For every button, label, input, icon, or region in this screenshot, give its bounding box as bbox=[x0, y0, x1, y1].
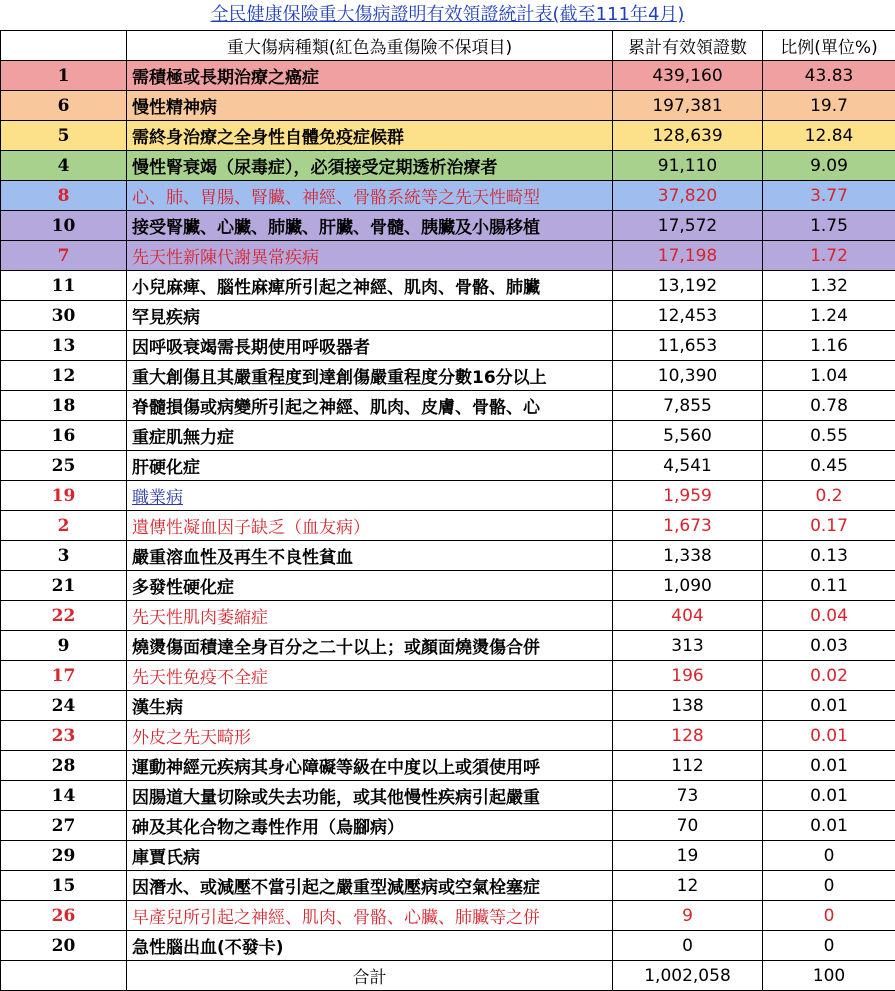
row-ratio[interactable]: 1.32 bbox=[763, 271, 895, 301]
row-category[interactable]: 重大創傷且其嚴重程度到達創傷嚴重程度分數16分以上 bbox=[127, 361, 613, 391]
row-number[interactable]: 12 bbox=[1, 361, 127, 391]
row-count[interactable]: 1,673 bbox=[613, 511, 763, 541]
row-number[interactable]: 20 bbox=[1, 931, 127, 961]
row-number[interactable]: 1 bbox=[1, 61, 127, 91]
row-category[interactable]: 小兒麻痺、腦性麻痺所引起之神經、肌肉、骨骼、肺臟 bbox=[127, 271, 613, 301]
row-category[interactable]: 慢性腎衰竭（尿毒症），必須接受定期透析治療者 bbox=[127, 151, 613, 181]
row-ratio[interactable]: 43.83 bbox=[763, 61, 895, 91]
table-row bbox=[1, 331, 895, 361]
row-ratio[interactable]: 0.78 bbox=[763, 391, 895, 421]
row-number[interactable]: 29 bbox=[1, 841, 127, 871]
header-blank[interactable] bbox=[1, 31, 127, 61]
row-ratio[interactable]: 0 bbox=[763, 901, 895, 931]
table-row bbox=[1, 481, 895, 511]
row-category[interactable]: 庫賈氏病 bbox=[127, 841, 613, 871]
row-count[interactable]: 17,572 bbox=[613, 211, 763, 241]
row-category[interactable]: 運動神經元疾病其身心障礙等級在中度以上或須使用呼 bbox=[127, 751, 613, 781]
header-category[interactable]: 重大傷病種類(紅色為重傷險不保項目) bbox=[127, 31, 613, 61]
table-row bbox=[1, 571, 895, 601]
row-ratio[interactable]: 0.45 bbox=[763, 451, 895, 481]
row-ratio[interactable]: 0.02 bbox=[763, 661, 895, 691]
row-ratio[interactable]: 0.2 bbox=[763, 481, 895, 511]
table-row bbox=[1, 421, 895, 451]
row-category[interactable]: 需積極或長期治療之癌症 bbox=[127, 61, 613, 91]
statistics-table bbox=[0, 30, 895, 991]
table-row bbox=[1, 901, 895, 931]
header-ratio[interactable]: 比例(單位%) bbox=[763, 31, 895, 61]
table-row bbox=[1, 181, 895, 211]
row-category[interactable]: 先天性免疫不全症 bbox=[127, 661, 613, 691]
table-row bbox=[1, 661, 895, 691]
row-count[interactable]: 112 bbox=[613, 751, 763, 781]
table-row bbox=[1, 631, 895, 661]
row-number[interactable]: 21 bbox=[1, 571, 127, 601]
row-category[interactable]: 遺傳性凝血因子缺乏（血友病） bbox=[127, 511, 613, 541]
row-number[interactable]: 25 bbox=[1, 451, 127, 481]
row-number[interactable]: 11 bbox=[1, 271, 127, 301]
total-count[interactable]: 1,002,058 bbox=[613, 961, 763, 991]
table-row bbox=[1, 601, 895, 631]
row-category[interactable]: 砷及其化合物之毒性作用（烏腳病） bbox=[127, 811, 613, 841]
row-number[interactable]: 17 bbox=[1, 661, 127, 691]
total-label[interactable]: 合計 bbox=[127, 961, 613, 991]
table-row bbox=[1, 871, 895, 901]
row-count[interactable]: 313 bbox=[613, 631, 763, 661]
row-category[interactable]: 因潛水、或減壓不當引起之嚴重型減壓病或空氣栓塞症 bbox=[127, 871, 613, 901]
table-row bbox=[1, 451, 895, 481]
row-ratio[interactable]: 0.01 bbox=[763, 721, 895, 751]
row-count[interactable]: 13,192 bbox=[613, 271, 763, 301]
row-category-link[interactable]: 職業病 bbox=[132, 488, 183, 508]
row-category[interactable]: 燒燙傷面積達全身百分之二十以上；或顏面燒燙傷合併 bbox=[127, 631, 613, 661]
row-count[interactable]: 0 bbox=[613, 931, 763, 961]
table-row bbox=[1, 841, 895, 871]
row-number[interactable]: 22 bbox=[1, 601, 127, 631]
row-ratio[interactable]: 0.01 bbox=[763, 811, 895, 841]
row-count[interactable]: 4,541 bbox=[613, 451, 763, 481]
row-category[interactable]: 慢性精神病 bbox=[127, 91, 613, 121]
row-ratio[interactable]: 0.17 bbox=[763, 511, 895, 541]
table-body bbox=[1, 61, 895, 961]
total-blank[interactable] bbox=[1, 961, 127, 991]
row-count[interactable]: 5,560 bbox=[613, 421, 763, 451]
row-ratio[interactable]: 1.72 bbox=[763, 241, 895, 271]
row-ratio[interactable]: 0.13 bbox=[763, 541, 895, 571]
row-count[interactable]: 12,453 bbox=[613, 301, 763, 331]
row-category[interactable]: 先天性肌肉萎縮症 bbox=[127, 601, 613, 631]
row-count[interactable]: 404 bbox=[613, 601, 763, 631]
row-ratio[interactable]: 12.84 bbox=[763, 121, 895, 151]
table-row bbox=[1, 721, 895, 751]
row-count[interactable]: 128,639 bbox=[613, 121, 763, 151]
row-number[interactable]: 16 bbox=[1, 421, 127, 451]
row-count[interactable]: 12 bbox=[613, 871, 763, 901]
row-count[interactable]: 128 bbox=[613, 721, 763, 751]
row-number[interactable]: 28 bbox=[1, 751, 127, 781]
row-ratio[interactable]: 0.01 bbox=[763, 781, 895, 811]
row-category[interactable]: 因呼吸衰竭需長期使用呼吸器者 bbox=[127, 331, 613, 361]
row-number[interactable]: 13 bbox=[1, 331, 127, 361]
row-count[interactable]: 1,090 bbox=[613, 571, 763, 601]
row-number[interactable]: 9 bbox=[1, 631, 127, 661]
table-row bbox=[1, 121, 895, 151]
row-ratio[interactable]: 1.16 bbox=[763, 331, 895, 361]
row-category[interactable]: 急性腦出血(不發卡) bbox=[127, 931, 613, 961]
row-number[interactable]: 3 bbox=[1, 541, 127, 571]
table-row bbox=[1, 241, 895, 271]
row-category[interactable]: 心、肺、胃腸、腎臟、神經、骨骼系統等之先天性畸型 bbox=[127, 181, 613, 211]
row-category[interactable]: 脊髓損傷或病變所引起之神經、肌肉、皮膚、骨骼、心 bbox=[127, 391, 613, 421]
row-number[interactable]: 5 bbox=[1, 121, 127, 151]
total-ratio[interactable]: 100 bbox=[763, 961, 895, 991]
row-category[interactable]: 肝硬化症 bbox=[127, 451, 613, 481]
table-row bbox=[1, 391, 895, 421]
row-count[interactable]: 1,338 bbox=[613, 541, 763, 571]
row-count[interactable]: 17,198 bbox=[613, 241, 763, 271]
row-count[interactable]: 138 bbox=[613, 691, 763, 721]
row-number[interactable]: 26 bbox=[1, 901, 127, 931]
table-row bbox=[1, 511, 895, 541]
row-ratio[interactable]: 0 bbox=[763, 931, 895, 961]
row-ratio[interactable]: 3.77 bbox=[763, 181, 895, 211]
row-count[interactable]: 10,390 bbox=[613, 361, 763, 391]
row-category[interactable]: 接受腎臟、心臟、肺臟、肝臟、骨髓、胰臟及小腸移植 bbox=[127, 211, 613, 241]
row-ratio[interactable]: 1.24 bbox=[763, 301, 895, 331]
row-ratio[interactable]: 0.55 bbox=[763, 421, 895, 451]
row-number[interactable]: 30 bbox=[1, 301, 127, 331]
row-ratio[interactable]: 0.01 bbox=[763, 751, 895, 781]
row-ratio[interactable]: 0.03 bbox=[763, 631, 895, 661]
table-row bbox=[1, 301, 895, 331]
row-count[interactable]: 1,959 bbox=[613, 481, 763, 511]
row-count[interactable]: 196 bbox=[613, 661, 763, 691]
row-ratio[interactable]: 0 bbox=[763, 871, 895, 901]
table-row bbox=[1, 361, 895, 391]
row-count[interactable]: 91,110 bbox=[613, 151, 763, 181]
table-row bbox=[1, 931, 895, 961]
row-category[interactable]: 重症肌無力症 bbox=[127, 421, 613, 451]
row-ratio[interactable]: 0.01 bbox=[763, 691, 895, 721]
table-row bbox=[1, 61, 895, 91]
row-category[interactable]: 嚴重溶血性及再生不良性貧血 bbox=[127, 541, 613, 571]
table-row bbox=[1, 151, 895, 181]
row-category[interactable]: 需終身治療之全身性自體免疫症候群 bbox=[127, 121, 613, 151]
table-row bbox=[1, 211, 895, 241]
row-ratio[interactable]: 0 bbox=[763, 841, 895, 871]
table-row bbox=[1, 541, 895, 571]
table-row bbox=[1, 811, 895, 841]
row-number[interactable]: 18 bbox=[1, 391, 127, 421]
row-ratio[interactable]: 0.11 bbox=[763, 571, 895, 601]
table-row bbox=[1, 751, 895, 781]
row-count[interactable]: 439,160 bbox=[613, 61, 763, 91]
row-number[interactable]: 23 bbox=[1, 721, 127, 751]
table-row bbox=[1, 691, 895, 721]
row-count[interactable]: 9 bbox=[613, 901, 763, 931]
row-count[interactable]: 73 bbox=[613, 781, 763, 811]
row-number[interactable]: 2 bbox=[1, 511, 127, 541]
row-ratio[interactable]: 1.04 bbox=[763, 361, 895, 391]
row-count[interactable]: 19 bbox=[613, 841, 763, 871]
row-number[interactable]: 27 bbox=[1, 811, 127, 841]
row-ratio[interactable]: 19.7 bbox=[763, 91, 895, 121]
total-row bbox=[1, 961, 895, 991]
row-number[interactable]: 6 bbox=[1, 91, 127, 121]
row-number[interactable]: 7 bbox=[1, 241, 127, 271]
row-ratio[interactable]: 9.09 bbox=[763, 151, 895, 181]
header-count[interactable]: 累計有效領證數 bbox=[613, 31, 763, 61]
row-count[interactable]: 70 bbox=[613, 811, 763, 841]
row-number[interactable]: 8 bbox=[1, 181, 127, 211]
table-row bbox=[1, 271, 895, 301]
row-category[interactable]: 罕見疾病 bbox=[127, 301, 613, 331]
row-count[interactable]: 197,381 bbox=[613, 91, 763, 121]
row-category[interactable]: 多發性硬化症 bbox=[127, 571, 613, 601]
row-number[interactable]: 19 bbox=[1, 481, 127, 511]
row-ratio[interactable]: 0.04 bbox=[763, 601, 895, 631]
row-count[interactable]: 37,820 bbox=[613, 181, 763, 211]
table-row bbox=[1, 781, 895, 811]
row-category[interactable]: 因腸道大量切除或失去功能，或其他慢性疾病引起嚴重 bbox=[127, 781, 613, 811]
row-category[interactable]: 早產兒所引起之神經、肌肉、骨骼、心臟、肺臟等之併 bbox=[127, 901, 613, 931]
row-ratio[interactable]: 1.75 bbox=[763, 211, 895, 241]
row-category[interactable]: 外皮之先天畸形 bbox=[127, 721, 613, 751]
row-number[interactable]: 24 bbox=[1, 691, 127, 721]
table-row bbox=[1, 91, 895, 121]
header-row bbox=[1, 31, 895, 61]
row-number[interactable]: 4 bbox=[1, 151, 127, 181]
row-number[interactable]: 15 bbox=[1, 871, 127, 901]
row-count[interactable]: 11,653 bbox=[613, 331, 763, 361]
row-category[interactable]: 先天性新陳代謝異常疾病 bbox=[127, 241, 613, 271]
row-count[interactable]: 7,855 bbox=[613, 391, 763, 421]
row-category[interactable] bbox=[127, 481, 613, 511]
sheet-title: 全民健康保險重大傷病證明有效領證統計表(截至111年4月) bbox=[210, 4, 685, 25]
row-number[interactable]: 14 bbox=[1, 781, 127, 811]
row-number[interactable]: 10 bbox=[1, 211, 127, 241]
row-category[interactable]: 漢生病 bbox=[127, 691, 613, 721]
